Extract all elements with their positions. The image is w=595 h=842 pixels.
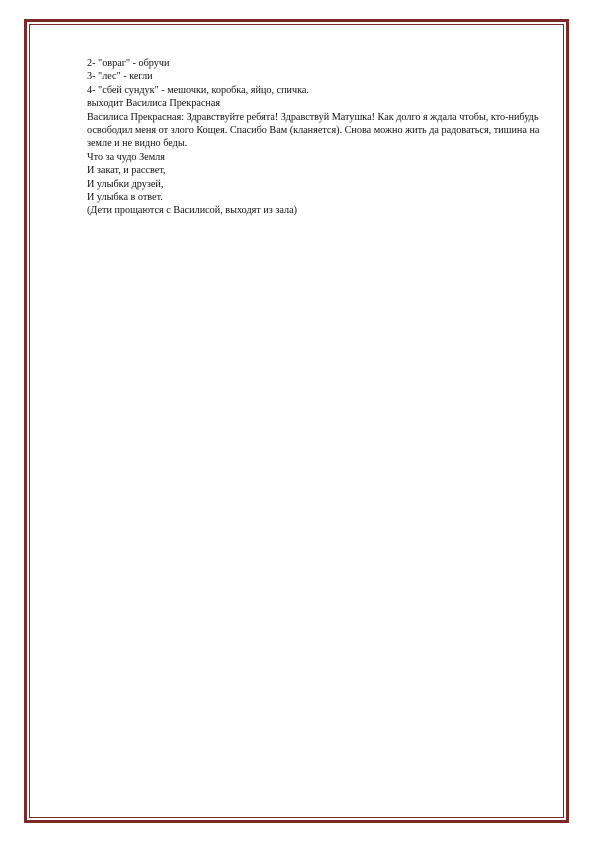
poem-line: Что за чудо Земля: [87, 151, 165, 163]
text-line-station-4: 4- "сбей сундук" - мешочки, коробка, яйцо, спичка.: [87, 84, 309, 96]
dialogue-paragraph: Василиса Прекрасная: Здравствуйте ребята! Здравствуй Матушка! Как долго я ждала чтобы, кто-нибудь освободил меня от злого Кощея. Спасибо Вам (кланяется). Снова можно жить да радоваться, тишина на земле и не видно беды.: [87, 111, 540, 150]
stage-direction-exit: (Дети прощаются с Василисой, выходят из зала): [87, 205, 297, 217]
text-line-station-2: 2- "овраг" - обручи: [87, 58, 170, 69]
document-body: [87, 57, 557, 218]
stage-direction-enter: выходит Василиса Прекрасная: [87, 98, 221, 110]
poem-line: И закат, и рассвет,: [87, 165, 166, 177]
poem-line: И улыбки друзей,: [87, 178, 164, 190]
text-line-station-3: 3- "лес" - кегли: [87, 71, 153, 83]
poem-line: И улыбка в ответ.: [87, 192, 163, 204]
